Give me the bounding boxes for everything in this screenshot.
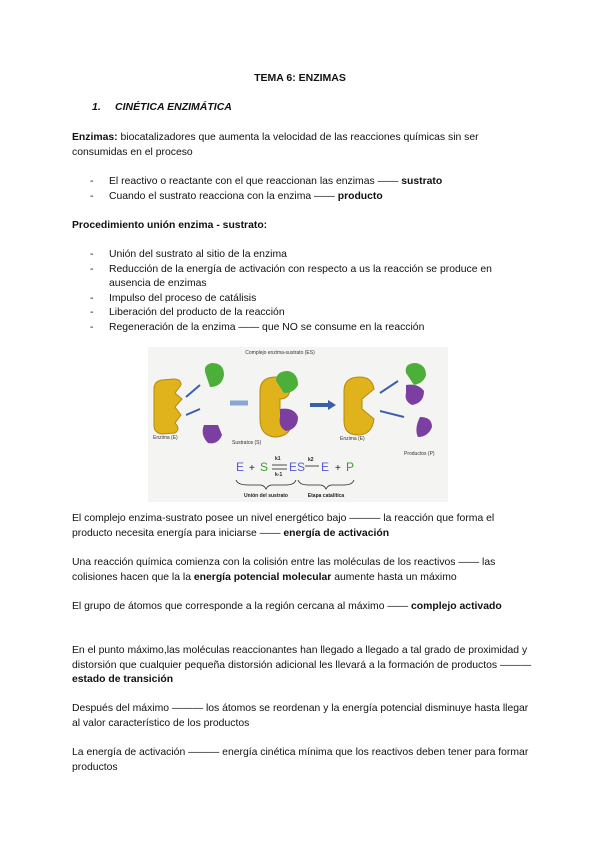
- arrow-icon: [380, 381, 398, 393]
- procedure-heading: Procedimiento unión enzima - sustrato:: [72, 220, 268, 231]
- eq-ES: ES: [289, 460, 306, 474]
- label-enzyme-left: Enzima (E): [153, 435, 178, 441]
- definition-text: biocatalizadores que aumenta la velocidad de las reacciones químicas sin ser consumidas en el proceso: [72, 132, 479, 158]
- label-substrate-binding: Unión del sustrato: [244, 493, 288, 499]
- eq-P: P: [346, 460, 355, 474]
- list-item: - Impulso del proceso de catálisis: [72, 292, 532, 307]
- arrow-icon: [186, 385, 200, 397]
- list-item: - Cuando el sustrato reacciona con la enzima —— producto: [72, 190, 532, 205]
- paragraph: El complejo enzima-sustrato posee un nivel energético bajo ——— la reacción que forma el producto necesita energía para iniciarse —— energía de activación: [72, 513, 495, 539]
- brace: [298, 480, 354, 489]
- paragraph: Una reacción química comienza con la colisión entre las moléculas de los reactivos —— las colisiones hacen que la la energía potencial molecular aumente hasta un máximo: [72, 557, 496, 583]
- label-catalytic-stage: Etapa catalítica: [307, 493, 345, 499]
- enzyme-shape-right: [344, 377, 374, 435]
- list-substrate-product: [72, 175, 532, 204]
- rate-k-1: k-1: [275, 472, 283, 478]
- eq-S: S: [260, 460, 269, 474]
- arrow-icon: [186, 409, 200, 415]
- substrate-purple-complex: [280, 409, 298, 431]
- rate-k1: k1: [275, 456, 281, 462]
- label-enzyme-right: Enzima (E): [340, 436, 365, 442]
- list-item: - El reactivo o reactante con el que reaccionan las enzimas —— sustrato: [72, 175, 532, 190]
- paragraph: La energía de activación ——— energía cinética mínima que los reactivos deben tener para formar productos: [72, 747, 529, 773]
- eq-plus: +: [335, 463, 341, 474]
- label-complex: Complejo enzima-sustrato (ES): [245, 350, 315, 356]
- section-number: 1.: [92, 101, 101, 113]
- label-substrates: Sustratos (S): [232, 440, 262, 446]
- list-item: - Unión del sustrato al sitio de la enzima: [72, 248, 532, 263]
- definition-paragraph: [72, 131, 532, 160]
- substrate-green-left: [205, 363, 224, 387]
- product-purple: [406, 385, 424, 405]
- paragraph: Después del máximo ——— los átomos se reordenan y la energía potencial disminuye hasta llegar al valor característico de los productos: [72, 703, 529, 729]
- substrate-purple-left: [203, 425, 222, 443]
- rate-k2: k2: [308, 457, 314, 463]
- enzyme-substrate-diagram: [148, 347, 448, 502]
- section-heading: [92, 101, 232, 113]
- list-item: - Liberación del producto de la reacción: [72, 306, 532, 321]
- document-title: TEMA 6: ENZIMAS: [254, 72, 346, 84]
- list-item: - Regeneración de la enzima —— que NO se consume en la reacción: [72, 321, 532, 336]
- label-products: Productos (P): [404, 451, 435, 457]
- eq-E: E: [236, 460, 245, 474]
- section-label: CINÉTICA ENZIMÁTICA: [115, 101, 232, 113]
- list-procedure: [72, 248, 532, 335]
- eq-plus: +: [249, 463, 255, 474]
- eq-E2: E: [321, 460, 330, 474]
- list-item: - Reducción de la energía de activación con respecto a us la reacción se produce en ausencia de enzimas: [72, 263, 532, 292]
- arrow-icon: [380, 411, 404, 417]
- product-green: [406, 363, 426, 385]
- product-purple-2: [416, 417, 432, 437]
- paragraph: En el punto máximo,las moléculas reaccionantes han llegado a llegado a tal grado de proximidad y distorsión que cualquier pequeña distorsión adicional les llevará a la formación de productos ——— estado de transición: [72, 645, 532, 685]
- definition-term: Enzimas:: [72, 132, 118, 143]
- brace: [236, 480, 296, 489]
- paragraph: El grupo de átomos que corresponde a la región cercana al máximo —— complejo activado: [72, 601, 502, 612]
- enzyme-shape-left: [154, 379, 182, 434]
